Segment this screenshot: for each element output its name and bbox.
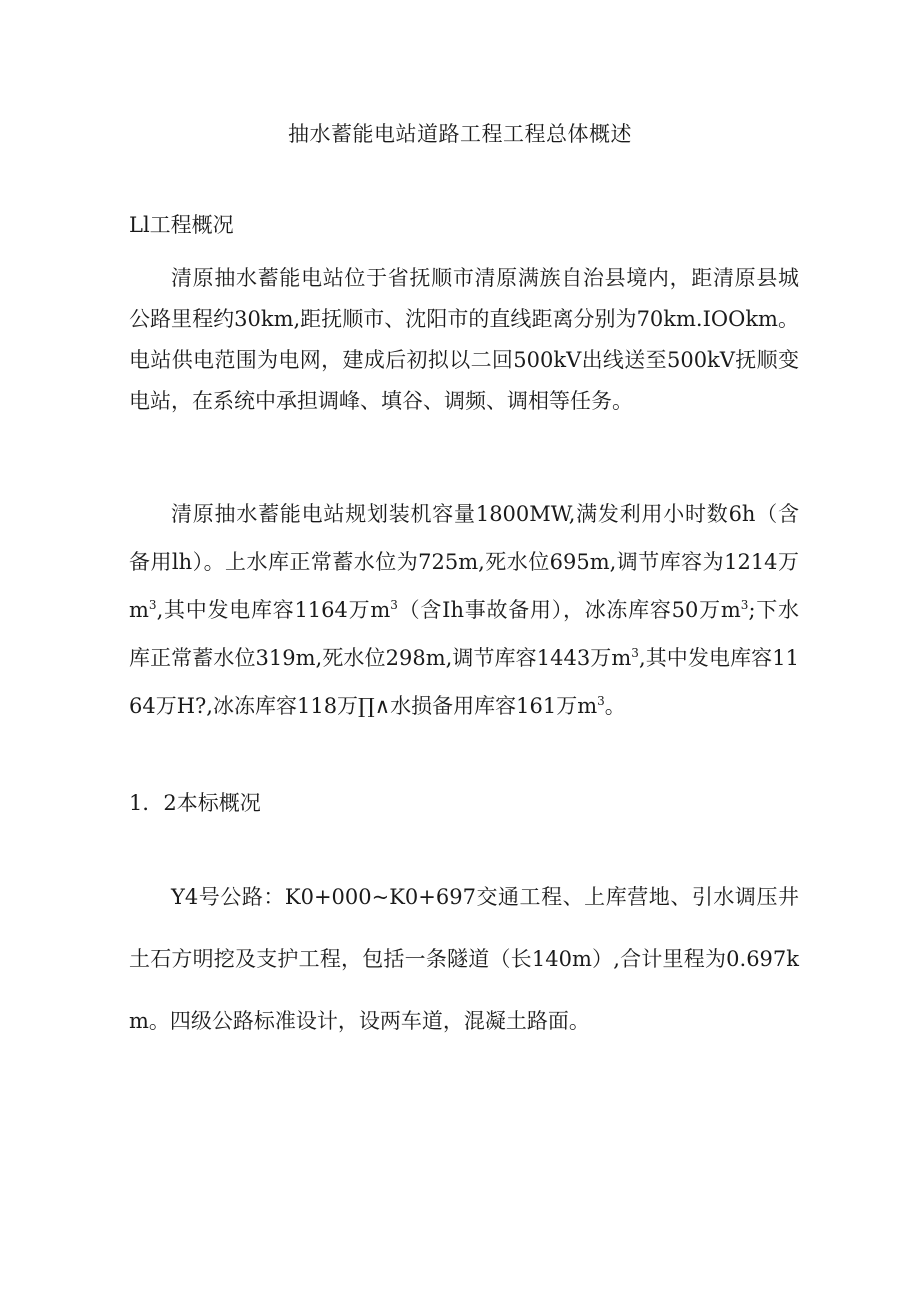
superscript-3: 3 [631,646,639,660]
superscript-3: 3 [390,598,398,612]
section-heading-bid-overview: 1．2本标概况 [129,791,261,815]
paragraph-road-scope: Y4号公路：K0+000~K0+697交通工程、上库营地、引水调压井土石方明挖及支护工程，包括一条隧道（长140m）,合计里程为0.697km。四级公路标准设计，设两车道，混凝土路面。 [129,885,799,1033]
superscript-3: 3 [148,598,157,612]
section-heading-project-overview: Ll工程概况 [129,213,234,237]
superscript-3: 3 [597,694,605,708]
text-run: ,其中发电库容1164万H?,冰冻库容118万∏∧水损备用库容161万m [129,646,799,718]
paragraph-reservoir-capacity [129,490,799,730]
superscript-3: 3 [740,598,749,612]
text-run: 。 [604,694,626,718]
text-run: ;下水库正常蓄水位319m,死水位298m,调节库容1443万m [129,598,800,670]
text-run: （含Ih事故备用），冰冻库容50万m [397,598,741,622]
text-run: ,其中发电库容1164万m [156,598,391,622]
text-run: 清原抽水蓄能电站规划装机容量1800MW,满发利用小时数6h（含备用lh）。上水库正常蓄水位为725m,死水位695m,调节库容为1214万m [129,502,799,622]
paragraph-station-location: 清原抽水蓄能电站位于省抚顺市清原满族自治县境内，距清原县城公路里程约30km,距抚顺市、沈阳市的直线距离分别为70km.IOOkm。电站供电范围为电网，建成后初拟以二回500kV出线送至500kV抚顺变电站，在系统中承担调峰、填谷、调频、调相等任务。 [129,266,799,413]
document-title: 抽水蓄能电站道路工程工程总体概述 [288,122,632,146]
